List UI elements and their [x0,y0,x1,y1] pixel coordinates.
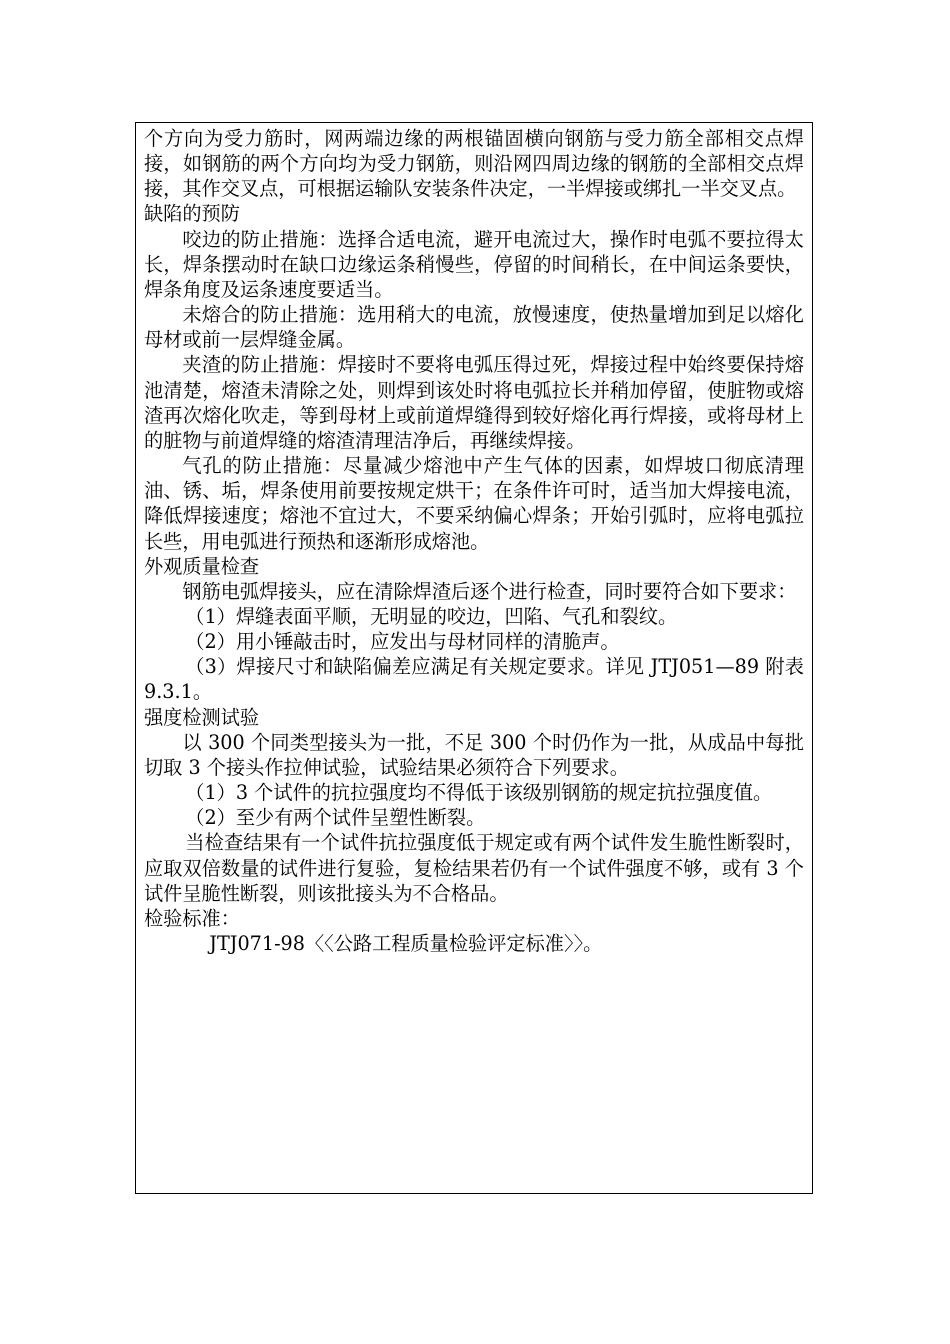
document-frame [135,122,813,1194]
body-paragraph: 气孔的防止措施：尽量减少熔池中产生气体的因素，如焊坡口彻底清理油、锈、垢，焊条使用前要按规定烘干；在条件许可时，适当加大焊接电流，降低焊接速度；熔池不宜过大，不要采纳偏心焊条；开始引弧时，应将电弧拉长些，用电弧进行预热和逐渐形成熔池。 [144,454,804,553]
body-paragraph: 钢筋电弧焊接头，应在清除焊渣后逐个进行检查，同时要符合如下要求： [182,579,797,603]
list-item: （1）焊缝表面平顺，无明显的咬边，凹陷、气孔和裂纹。 [185,604,678,628]
section-heading-appearance-check: 外观质量检查 [144,554,260,578]
body-paragraph: 个方向为受力筋时，网两端边缘的两根锚固横向钢筋与受力筋全部相交点焊接，如钢筋的两个方向均为受力钢筋，则沿网四周边缘的钢筋的全部相交点焊接，其作交叉点，可根据运输队安装条件决定，一半焊接或绑扎一半交叉点。 [144,127,804,201]
list-item: （1）3 个试件的抗拉强度均不得低于该级别钢筋的规定抗拉强度值。 [185,781,773,805]
body-paragraph: 未熔合的防止措施：选用稍大的电流，放慢速度，使热量增加到足以熔化母材或前一层焊缝金属。 [144,303,804,352]
body-paragraph: 以 300 个同类型接头为一批，不足 300 个时仍作为一批，从成品中每批切取 3 个接头作拉伸试验，试验结果必须符合下列要求。 [144,730,804,779]
body-paragraph: 咬边的防止措施：选择合适电流，避开电流过大，操作时电弧不要拉得太长，焊条摆动时在缺口边缘运条稍慢些，停留的时间稍长，在中间运条要快，焊条角度及运条速度要适当。 [144,227,804,301]
list-item: （2）用小锤敲击时，应发出与母材同样的清脆声。 [185,630,620,654]
section-heading-defect-prevention: 缺陷的预防 [144,202,240,226]
list-item: （2）至少有两个试件呈塑性断裂。 [185,806,486,830]
list-item: （3）焊接尺寸和缺陷偏差应满足有关规定要求。详见 JTJ051—89 附表 9.3.1。 [144,655,804,704]
body-paragraph: 夹渣的防止措施：焊接时不要将电弧压得过死，焊接过程中始终要保持熔池清楚，熔渣未清除之处，则焊到该处时将电弧拉长并稍加停留，使脏物或熔渣再次熔化吹走，等到母材上或前道焊缝得到较好熔化再行焊接，或将母材上的脏物与前道焊缝的熔渣清理洁净后，再继续焊接。 [144,353,804,452]
section-heading-inspection-standard: 检验标准： [144,906,240,930]
section-heading-strength-test: 强度检测试验 [144,705,260,729]
standard-reference: JTJ071-98〈〈公路工程质量检验评定标准〉〉。 [209,932,603,955]
body-paragraph: 当检查结果有一个试件抗拉强度低于规定或有两个试件发生脆性断裂时，应取双倍数量的试件进行复验，复检结果若仍有一个试件强度不够，或有 3 个试件呈脆性断裂，则该批接头为不合格品。 [144,831,804,905]
